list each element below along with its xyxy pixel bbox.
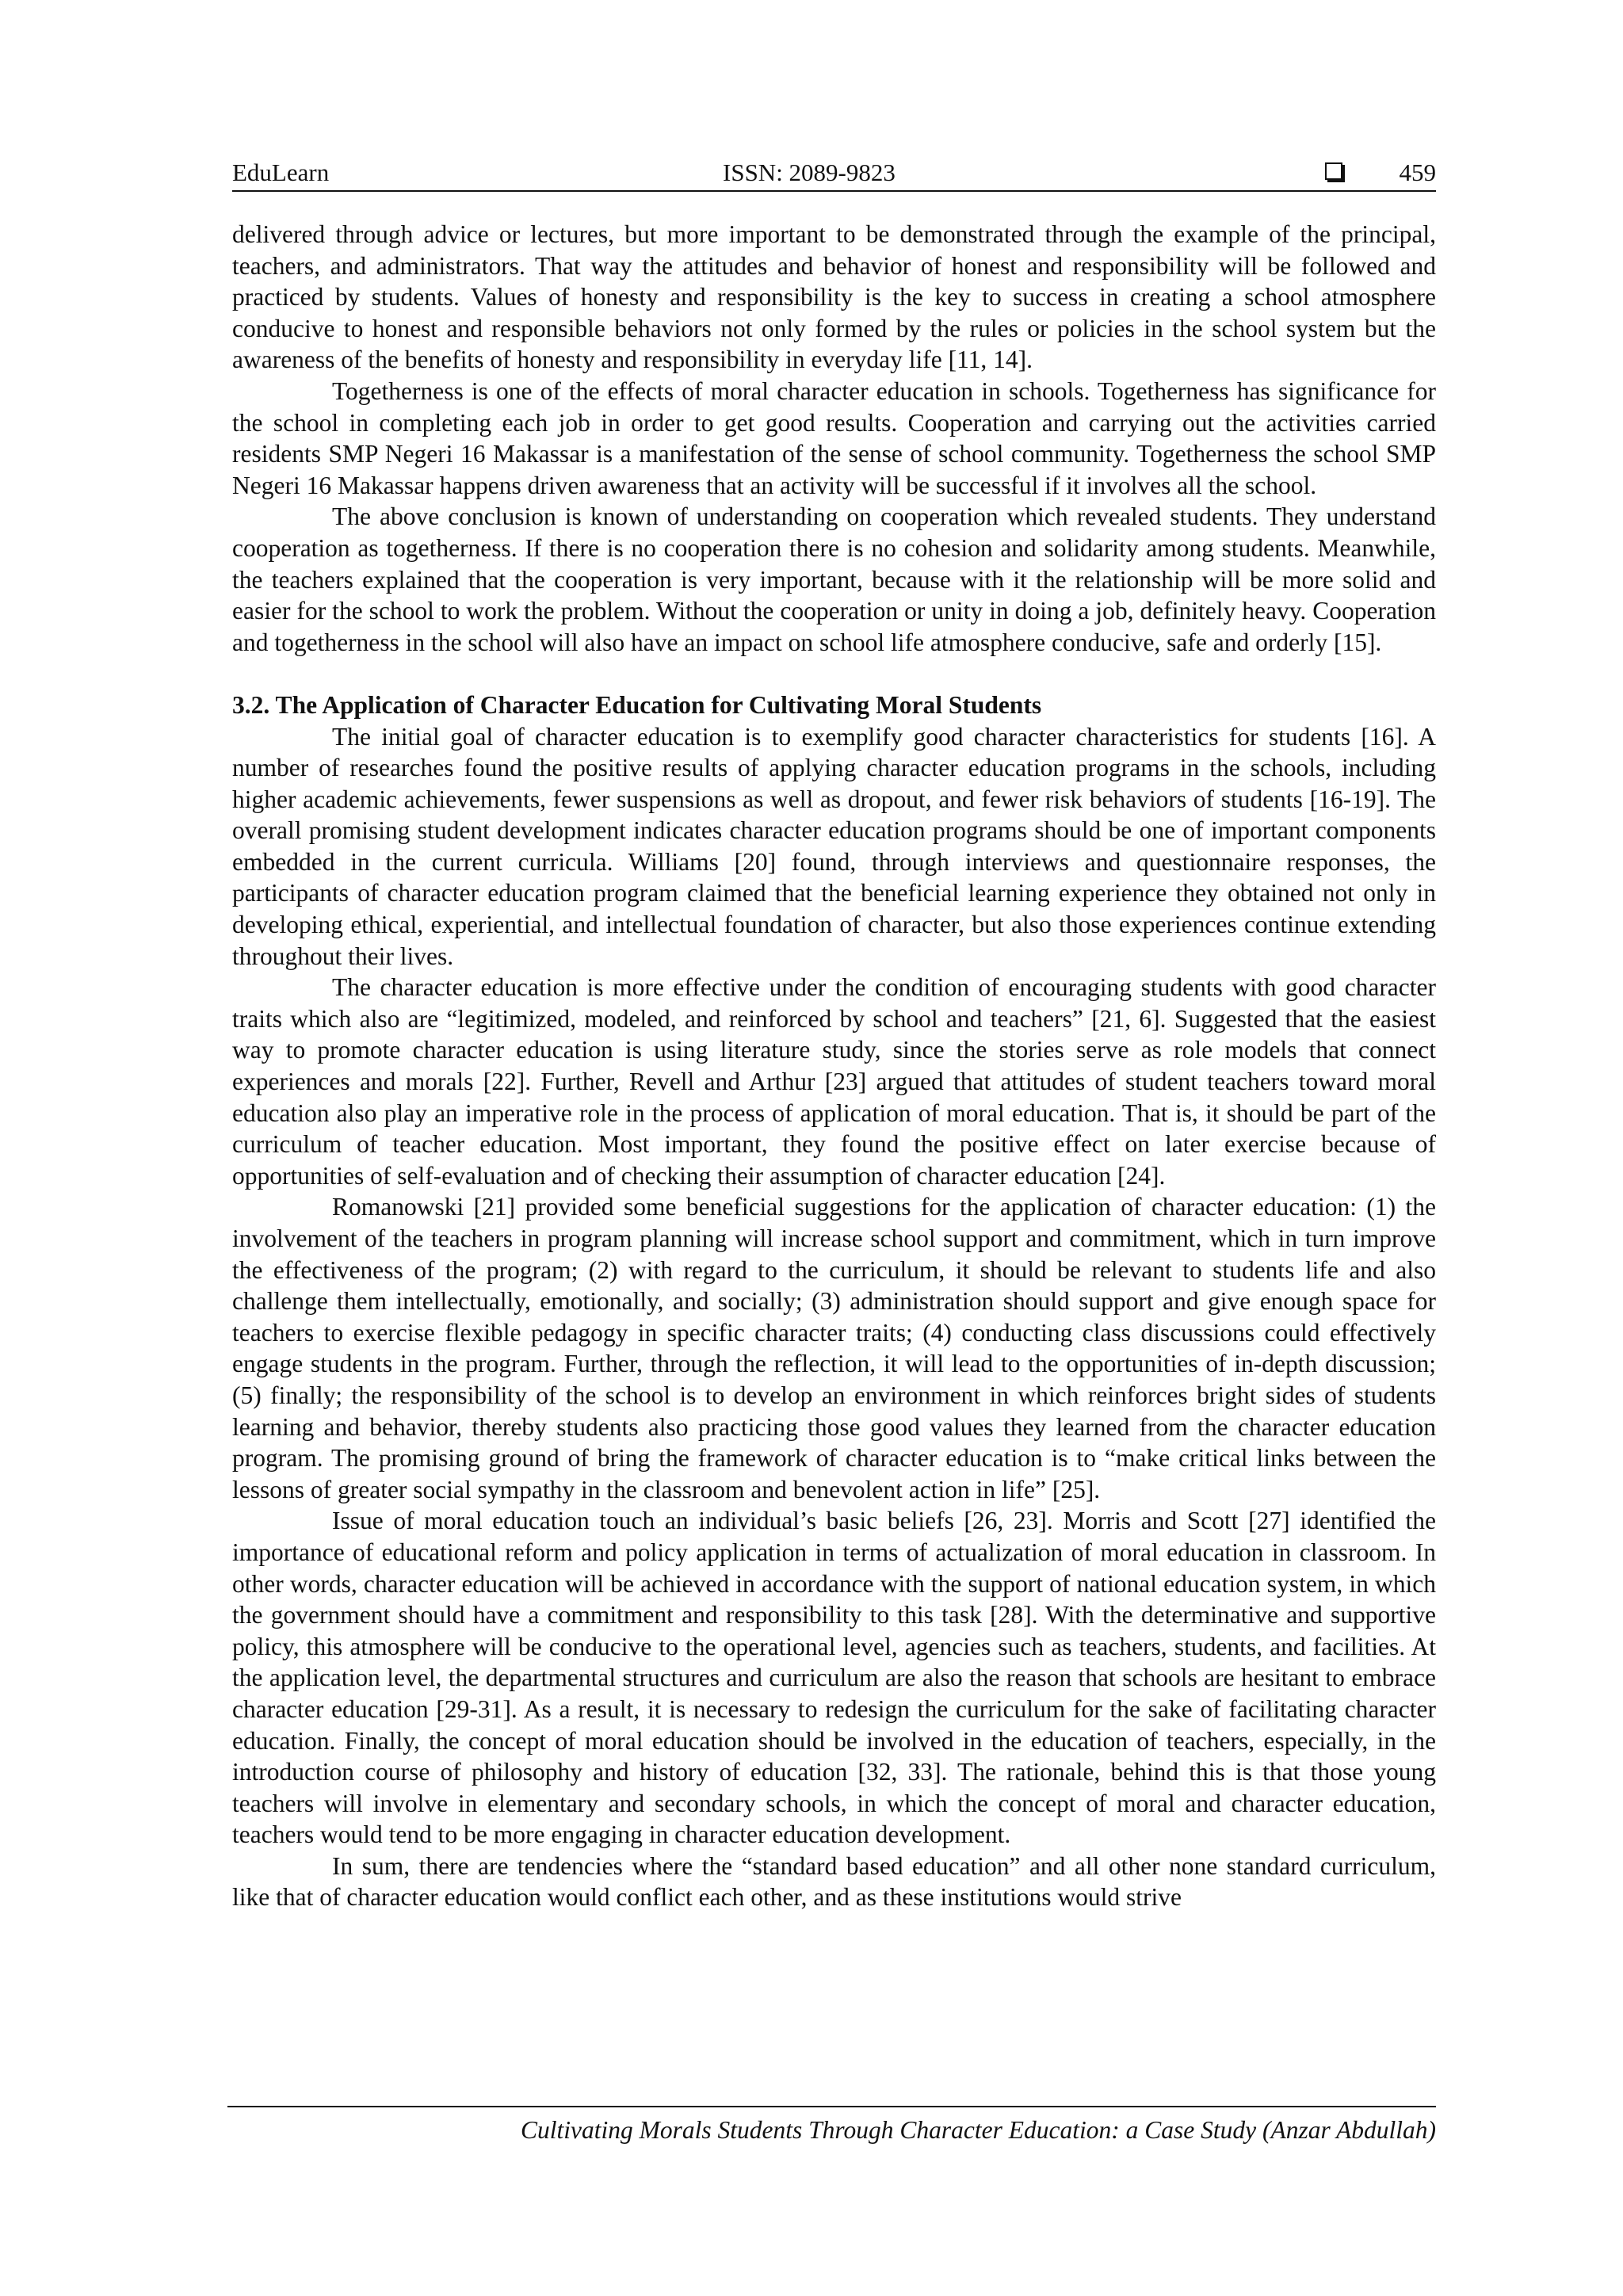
running-title: Cultivating Morals Students Through Character Education: a Case Study (Anzar Abdullah) (521, 2116, 1436, 2144)
issn-number: ISSN: 2089-9823 (723, 159, 896, 186)
section-heading: 3.2. The Application of Character Education for Cultivating Moral Students (232, 690, 1042, 719)
footer-divider (227, 2106, 1436, 2107)
paragraph: Romanowski [21] provided some beneficial suggestions for the application of character education: (1) the involvement of the teachers in program planning will increase school support and commitment, which in turn improve the effectiveness of the program; (2) with regard to the curriculum, it should be relevant to students life and also challenge them intellectually, emotionally, and socially; (3) administration should support and give enough space for teachers to exercise flexible pedagogy in specific character traits; (4) conducting class discussions could effectively engage students in the program. Further, through the reflection, it will lead to the opportunities of in-depth discussion; (5) finally; the responsibility of the school is to develop an environment in which reinforces bright sides of students learning and behavior, thereby students also practicing those good values they learned from the character education program. The promising ground of bring the framework of character education is to “make critical links between the lessons of greater social sympathy in the classroom and benevolent action in life” [25]. (232, 1193, 1436, 1503)
page-number: 459 (1399, 159, 1436, 186)
paragraph: The character education is more effective under the condition of encouraging students with good character traits which also are “legitimized, modeled, and reinforced by school and teachers” [21, 6]. Suggested that the easiest way to promote character education is using literature study, since the stories serve as role models that connect experiences and morals [22]. Further, Revell and Arthur [23] argued that attitudes of student teachers toward moral education also play an imperative role in the process of application of moral education. That is, it should be part of the curriculum of teacher education. Most important, they found the positive effect on later exercise because of opportunities of self-evaluation and of checking their assumption of character education [24]. (232, 973, 1436, 1190)
header-divider (232, 190, 1436, 192)
paragraph: Issue of moral education touch an individual’s basic beliefs [26, 23]. Morris and Scott [27] identified the importance of educational reform and policy application in terms of actualization of moral education in classroom. In other words, character education will be achieved in accordance with the support of national education system, in which the government should have a commitment and responsibility to this task [28]. With the determinative and supportive policy, this atmosphere will be conducive to the operational level, agencies such as teachers, students, and facilities. At the application level, the departmental structures and curriculum are also the reason that schools are hesitant to embrace character education [29-31]. As a result, it is necessary to redesign the curriculum for the sake of facilitating character education. Finally, the concept of moral education should be involved in the education of teachers, especially, in the introduction course of philosophy and history of education [32, 33]. The rationale, behind this is that those young teachers will involve in elementary and secondary schools, in which the concept of moral and character education, teachers would tend to be more engaging in character education development. (232, 1507, 1436, 1849)
paragraph: The above conclusion is known of understanding on cooperation which revealed students. They understand cooperation as togetherness. If there is no cooperation there is no cohesion and solidarity among students. Meanwhile, the teachers explained that the cooperation is very important, because with it the relationship will be more solid and easier for the school to work the problem. Without the cooperation or unity in doing a job, definitely heavy. Cooperation and togetherness in the school will also have an impact on school life atmosphere conducive, safe and orderly [15]. (232, 502, 1436, 656)
paragraph: In sum, there are tendencies where the “standard based education” and all other none standard curriculum, like that of character education would conflict each other, and as these institutions would strive (232, 1851, 1436, 1912)
paragraph-continued: delivered through advice or lectures, but more important to be demonstrated through the example of the principal, teachers, and administrators. That way the attitudes and behavior of honest and responsibility will be followed and practiced by students. Values of honesty and responsibility is the key to success in creating a school atmosphere conducive to honest and responsible behaviors not only formed by the rules or policies in the school system but the awareness of the benefits of honesty and responsibility in everyday life [11, 14]. (232, 220, 1436, 374)
page-header (232, 155, 1436, 190)
ballot-box-icon (1325, 162, 1342, 180)
article-body (232, 219, 1436, 1913)
paragraph: Togetherness is one of the effects of moral character education in schools. Togetherness has significance for the school in completing each job in order to get good results. Cooperation and carrying out the activities carried residents SMP Negeri 16 Makassar is a manifestation of the sense of school community. Togetherness the school SMP Negeri 16 Makassar happens driven awareness that an activity will be successful if it involves all the school. (232, 376, 1436, 499)
journal-name: EduLearn (232, 159, 330, 186)
paragraph: The initial goal of character education is to exemplify good character characteristics for students [16]. A number of researches found the positive results of applying character education programs in the schools, including higher academic achievements, fewer suspensions as well as dropout, and fewer risk behaviors of students [16-19]. The overall promising student development indicates character education programs should be one of important components embedded in the current curricula. Williams [20] found, through interviews and questionnaire responses, the participants of character education program claimed that the beneficial learning experience they obtained not only in developing ethical, experiential, and intellectual foundation of character, but also those experiences continue extending throughout their lives. (232, 722, 1436, 970)
